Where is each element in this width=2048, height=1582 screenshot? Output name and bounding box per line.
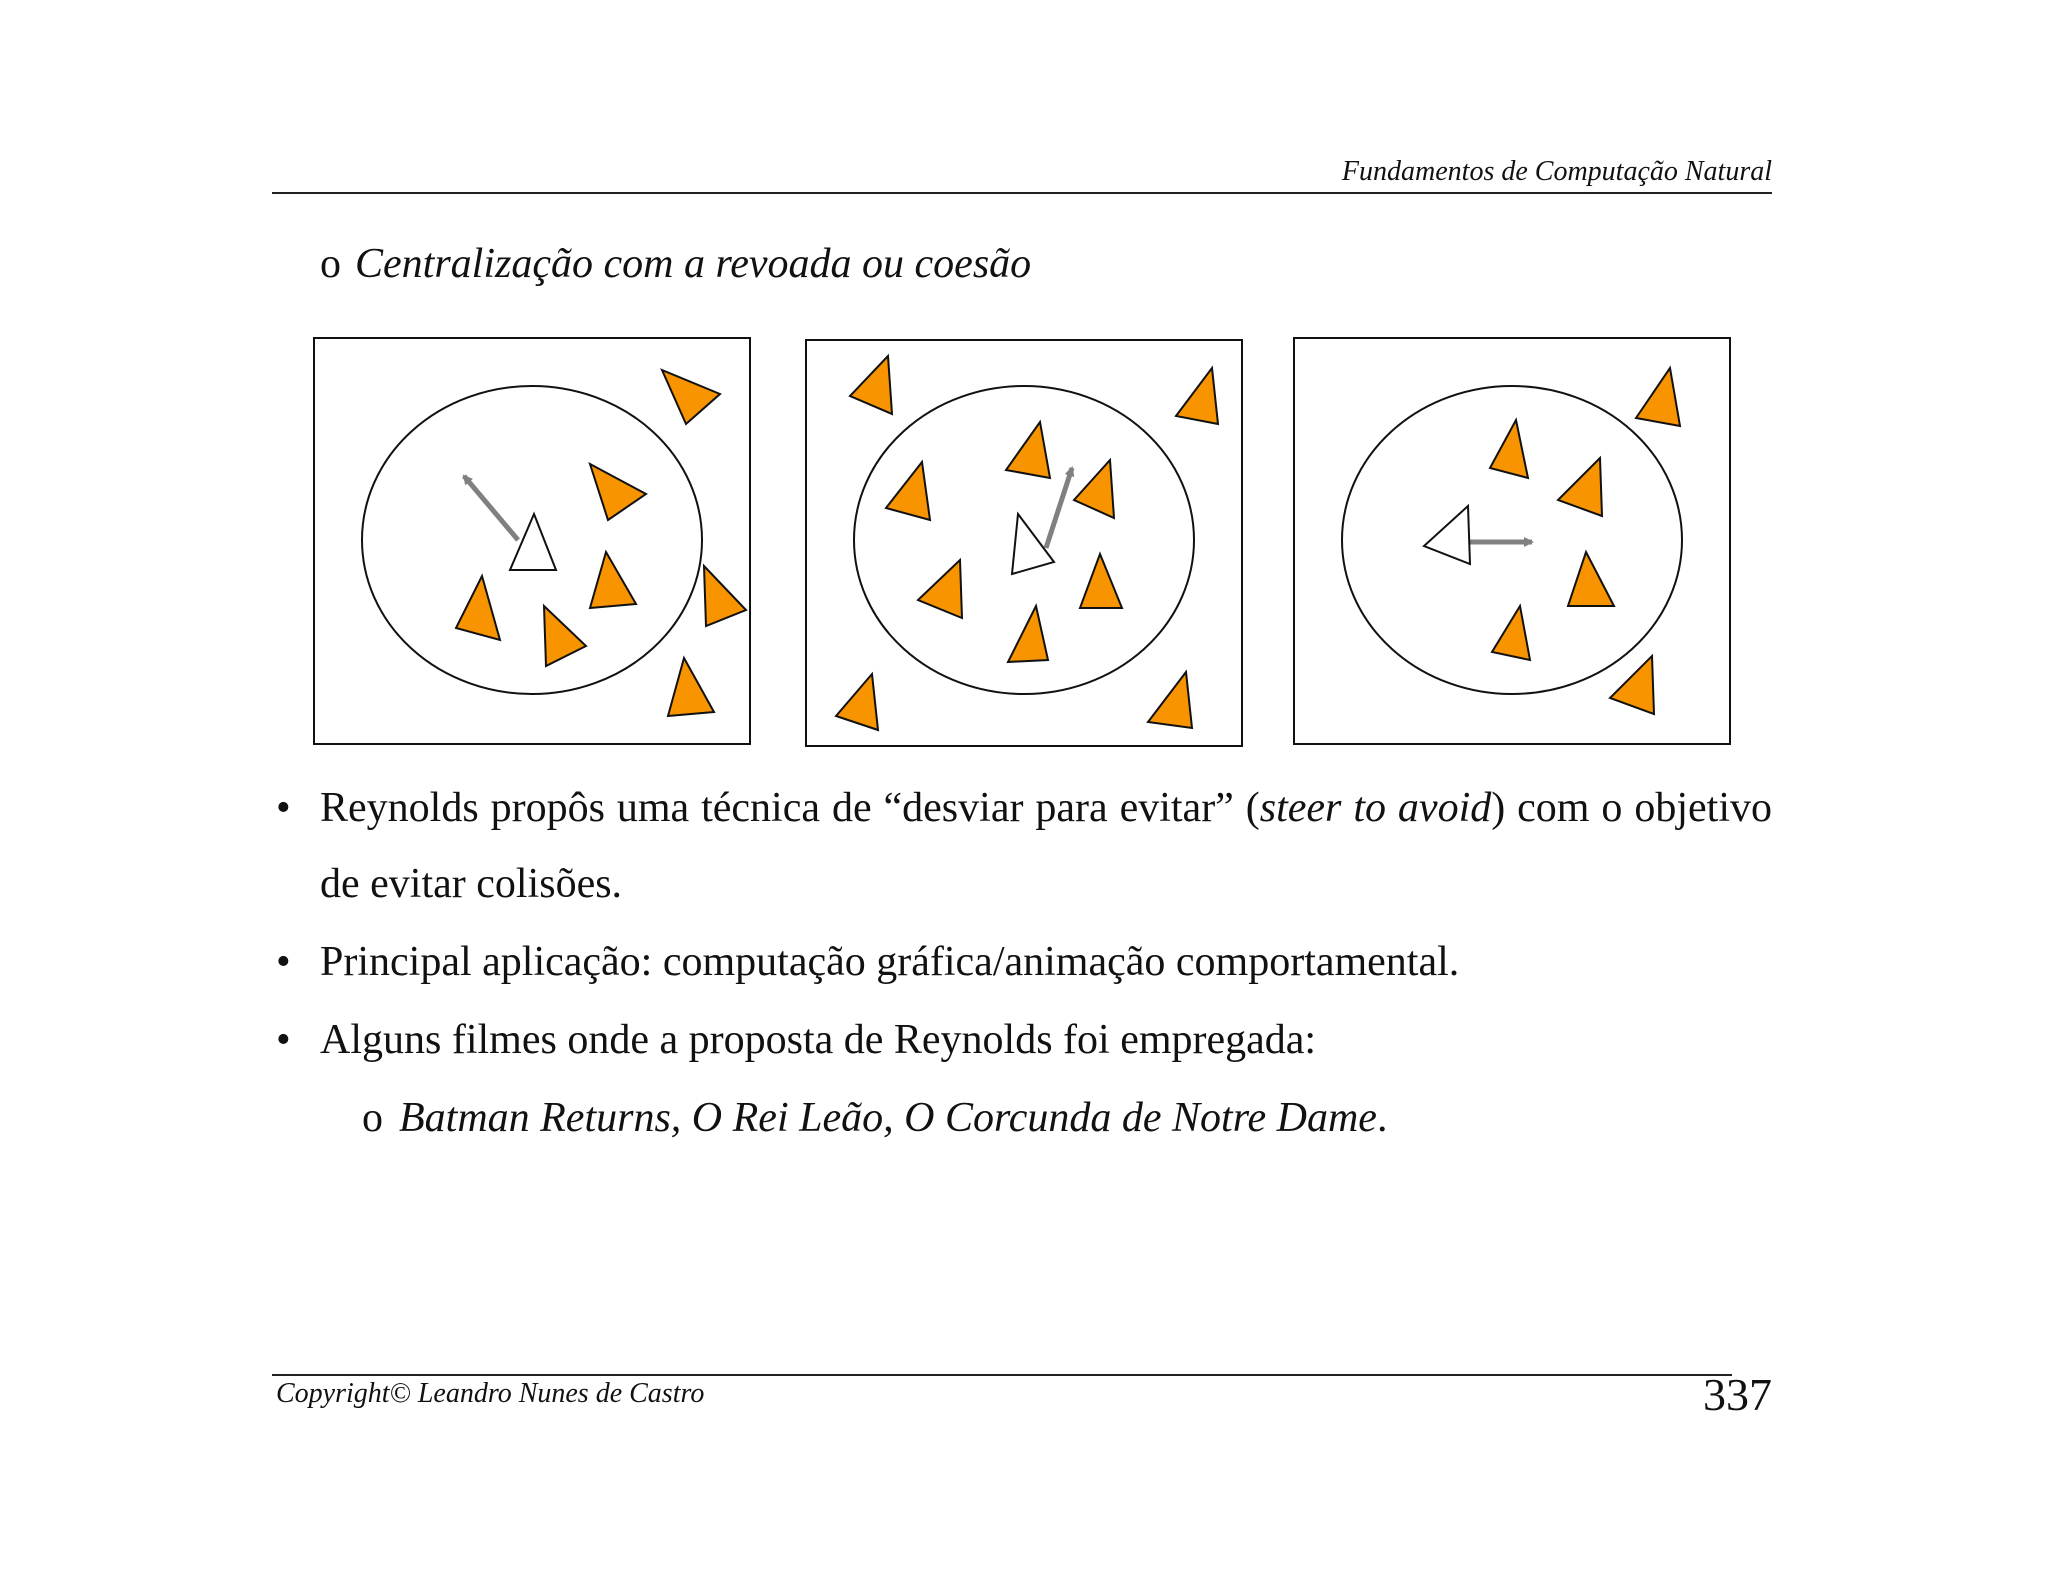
bullet-steer-to-avoid (276, 770, 1772, 922)
bullet-text: ) com o objetivo de evitar colisões. (320, 785, 1772, 907)
films-period: . (1376, 1095, 1388, 1141)
boid (1490, 420, 1528, 478)
boid (1636, 368, 1680, 426)
boid (456, 576, 500, 640)
boid (1492, 606, 1530, 660)
boid (1568, 552, 1614, 606)
bullet-main-application (276, 924, 1772, 1000)
boid (1074, 460, 1114, 518)
boid (1610, 656, 1654, 714)
boid (662, 370, 720, 424)
panel-3 (1294, 338, 1730, 744)
boid (1558, 458, 1602, 516)
page-number: 337 (1703, 1369, 1772, 1420)
bullet-text: Alguns filmes onde a proposta de Reynolds foi empregada: (320, 1017, 1317, 1063)
running-header: Fundamentos de Computação Natural (1341, 156, 1772, 187)
boid (886, 462, 930, 520)
bullet-films (276, 1002, 1772, 1078)
footer-rule (272, 1374, 1732, 1376)
boid (850, 356, 892, 414)
subheading-text: Centralização com a revoada ou coesão (355, 241, 1032, 287)
steering-arrow (1046, 468, 1072, 548)
panel-2 (806, 340, 1242, 746)
films-list (362, 1080, 1387, 1156)
bullet-marker: • (276, 785, 291, 831)
bullet-text: Principal aplicação: computação gráfica/animação comportamental. (320, 939, 1460, 985)
bullet-italic-term: steer to avoid (1259, 785, 1492, 831)
boid (1176, 368, 1218, 424)
sub-bullet-marker: o (320, 241, 341, 287)
boid (668, 658, 714, 716)
copyright: Copyright© Leandro Nunes de Castro (276, 1378, 705, 1409)
focus-boid (510, 514, 556, 570)
sub-bullet-marker: o (362, 1095, 383, 1141)
focus-boid (1424, 506, 1470, 564)
bullet-marker: • (276, 1017, 291, 1063)
bullet-text: Reynolds propôs uma técnica de “desviar para evitar” ( (320, 785, 1260, 831)
boid (918, 560, 962, 618)
boid (590, 552, 636, 608)
boid (1006, 422, 1050, 478)
boid (704, 566, 746, 626)
boid (1080, 554, 1122, 608)
boid (836, 674, 878, 730)
bullet-marker: • (276, 939, 291, 985)
panel-1 (314, 338, 750, 744)
boid (1148, 672, 1192, 728)
boid (544, 606, 586, 666)
boid (590, 464, 646, 520)
films-text: Batman Returns, O Rei Leão, O Corcunda de Notre Dame (399, 1095, 1377, 1141)
boid (1008, 606, 1048, 662)
steering-arrow (464, 476, 518, 540)
